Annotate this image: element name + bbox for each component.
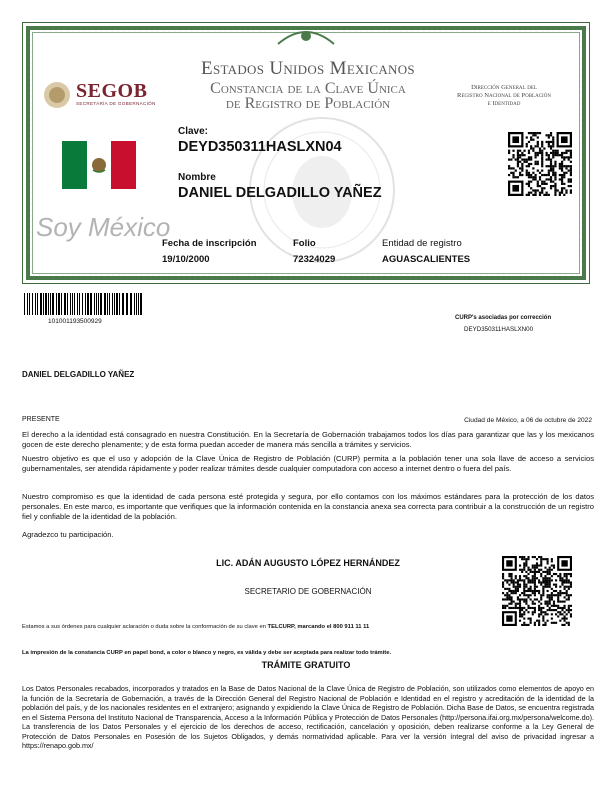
paragraph-4: Agradezco tu participación. [22,530,114,539]
qr-code-large-icon [502,556,572,626]
top-emblem-icon [276,26,336,48]
nombre-value: DANIEL DELGADILLO YAÑEZ [178,185,382,201]
presente-text: PRESENTE [22,416,60,423]
entidad-label: Entidad de registro [382,238,462,249]
department-block [448,84,560,108]
barcode-icon [24,293,144,315]
folio-value: 72324029 [293,254,336,265]
print-note: La impresión de la constancia CURP en papel bond, a color o blanco y negro, es válida y debe ser aceptada para realizar todo trámite. [22,650,392,656]
recipient-name: DANIEL DELGADILLO YAÑEZ [22,370,135,379]
entidad-value: AGUASCALIENTES [382,254,471,265]
nombre-label: Nombre [178,172,216,183]
barcode-number: 101001193500929 [48,318,102,325]
tramite-gratuito: TRÁMITE GRATUITO [261,660,351,670]
clave-label: Clave: [178,126,209,137]
folio-label: Folio [293,238,316,249]
segob-eagle-icon [42,80,72,110]
curps-value: DEYD350311HASLXN00 [464,326,534,333]
clave-value: DEYD350311HASLXN04 [178,139,342,155]
country-title: Estados Unidos Mexicanos [201,58,415,79]
fecha-label: Fecha de inscripción [162,238,257,249]
signer-title: SECRETARIO DE GOBERNACIÓN [244,587,372,596]
privacy-notice: Los Datos Personales recabados, incorporados y tratados en la Base de Datos Nacional de la Clave Única de Registro de Población, son utilizados como elementos de apoyo en la función de la Secretaría de Gobernación, a través de la Dirección General del Registro Nacional de Población e Identidad en el registro y acreditación de la identidad de la población del país, y de los nacionales residentes en el extranjero; asignando y expidiendo la Clave Única de Registro de Población. Dicha Base de Datos, se encuentra registrada en el Sistema Persona del Instituto Nacional de Transparencia, Acceso a la Información Pública y Protección de Datos Personales (http://persona.ifai.org.mx/persona/welcome.do). La transferencia de los Datos Personales y el ejercicio de los derechos de acceso, rectificación, cancelación y oposición, deben realizarse conforme a la Ley General de Protección de Datos Personales en Posesión de los Sujetos Obligados, y demás normatividad aplicable. Para ver la versión íntegral del aviso de privacidad ingresar a https://renapo.gob.mx/ [22,684,594,750]
paragraph-3: Nuestro compromiso es que la identidad de cada persona esté protegida y segura, por ello contamos con los máximos estándares para la protección de los datos personales. En este marco, es importante que verifiques que la información contenida en la constancia anexa sea correcta para contribuir a la construcción de un registro fiel y confiable de la identidad de la población. [22,492,594,521]
contact-line [22,624,522,630]
doc-title-line2: de Registro de Población [225,95,391,112]
slogan-text: Soy México [36,212,171,242]
contact-text: Estamos a sus órdenes para cualquier aclaración o duda sobre la conformación de su clave en [22,624,268,630]
department-line3: e Identidad [487,100,521,107]
paragraph-2: Nuestro objetivo es que el uso y adopción de la Clave Única de Registro de Población (CURP) permita a la población tener una sola llave de acceso a servicios gubernamentales, ser atendida rápidamente y poder realizar trámites desde cualquier computadora con acceso a internet dentro o fuera del país. [22,454,594,473]
curps-label: CURP's asociadas por corrección [455,315,552,321]
paragraph-1: El derecho a la identidad está consagrado en nuestra Constitución. En la Secretaría de Gobernación trabajamos todos los días para garantizar que las y los mexicanos gocen de este derecho plenamente; y de esta forma puedan acceder de manera más sencilla a trámites y servicios. [22,430,594,449]
department-line2: Registro Nacional de Población [457,92,551,99]
mexico-flag-icon [62,141,136,189]
segob-logo-text: SEGOB [76,80,148,102]
qr-code-icon [508,132,572,196]
department-line1: Dirección General del [471,84,537,91]
date-line: Ciudad de México, a 06 de octubre de 2022 [464,417,592,424]
doc-title-line1: Constancia de la Clave Única [210,80,406,97]
signer-name: LIC. ADÁN AUGUSTO LÓPEZ HERNÁNDEZ [216,558,400,568]
fecha-value: 19/10/2000 [162,254,210,265]
contact-phone: TELCURP, marcando el 800 911 11 11 [267,624,370,630]
segob-subtitle: SECRETARÍA DE GOBERNACIÓN [76,101,156,106]
